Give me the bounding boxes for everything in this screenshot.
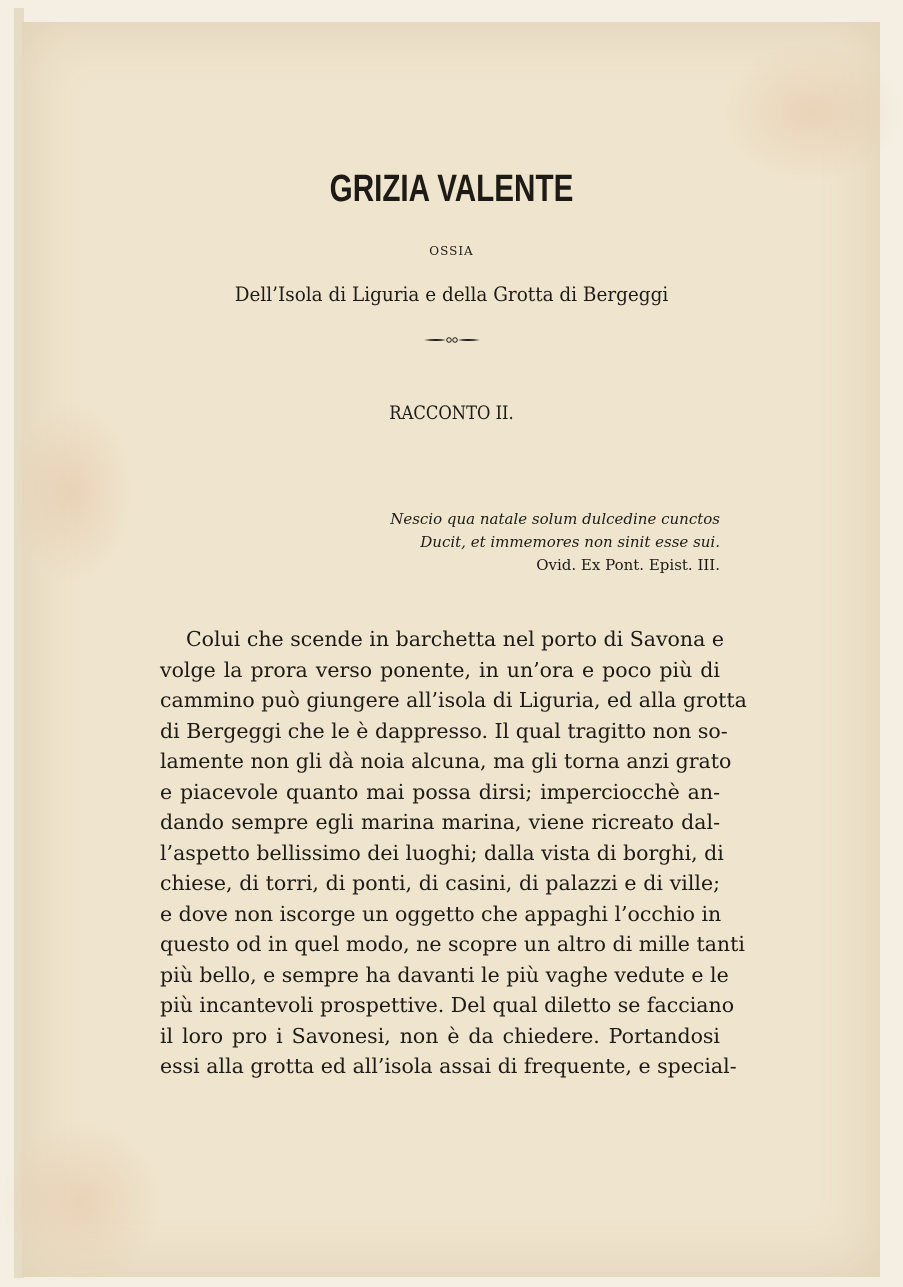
body-line: più bello, e sempre ha davanti le più vaghe vedute e le: [160, 962, 729, 987]
body-line: questo od in quel modo, ne scopre un altro di mille tanti: [160, 932, 745, 956]
body-line: Colui che scende in barchetta nel porto di Savona e: [186, 627, 724, 651]
body-line: lamente non gli dà noia alcuna, ma gli torna anzi grato: [160, 749, 732, 773]
body-line: di Bergeggi che le è dappresso. Il qual tragitto non so-: [160, 718, 728, 743]
page-title: GRIZIA VALENTE: [329, 168, 574, 210]
body-line: l’aspetto bellissimo dei luoghi; dalla vista di borghi, di: [160, 840, 724, 865]
body-line: essi alla grotta ed all’isola assai di frequente, e special-: [160, 1054, 737, 1078]
body-line: il loro pro i Savonesi, non è da chiedere. Portandosi: [160, 1023, 720, 1048]
epigraph-citation: Ovid. Ex Pont. Epist. III.: [536, 556, 720, 574]
body-line: volge la prora verso ponente, in un’ora e poco più di: [160, 657, 720, 682]
epigraph-line-2: Ducit, et immemores non sinit esse sui.: [420, 533, 720, 551]
epigraph-line-1: Nescio qua natale solum dulcedine cunctos: [390, 510, 720, 528]
body-line: e piacevole quanto mai possa dirsi; imperciocchè an-: [160, 779, 720, 804]
epigraph: [320, 508, 720, 577]
body-line: dando sempre egli marina marina, viene ricreato dal-: [160, 810, 720, 834]
body-line: chiese, di torri, di ponti, di casini, di palazzi e di ville;: [160, 871, 720, 895]
ornament-divider-icon: [422, 334, 482, 346]
body-paragraph: [160, 624, 747, 1082]
body-line: e dove non iscorge un oggetto che appaghi l’occhio in: [160, 901, 722, 926]
ossia-label: OSSIA: [429, 244, 474, 258]
subtitle: Dell’Isola di Liguria e della Grotta di Bergeggi: [234, 282, 669, 306]
chapter-heading: RACCONTO II.: [389, 402, 514, 424]
body-line: cammino può giungere all’isola di Liguria, ed alla grotta: [160, 688, 747, 712]
body-line: più incantevoli prospettive. Del qual diletto se facciano: [160, 993, 735, 1017]
